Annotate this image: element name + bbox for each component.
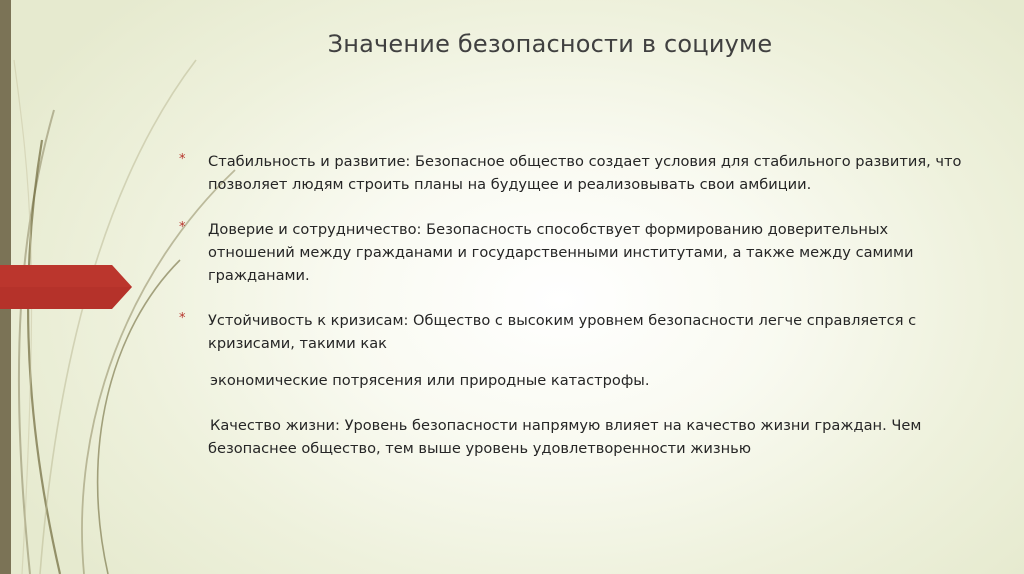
bullet-item [176, 218, 976, 287]
slide-content [176, 150, 976, 460]
bullet-text: Доверие и сотрудничество: Безопасность способствует формированию доверительных отношений между гражданами и государственными институтами, а также между самими гражданами. [208, 221, 914, 284]
bullet-asterisk: * [179, 220, 186, 235]
slide-title: Значение безопасности в социуме [327, 30, 773, 58]
red-arrow-tab [0, 265, 132, 309]
bullet-asterisk: * [179, 311, 186, 326]
bullet-item [176, 150, 976, 196]
bullet-text: Устойчивость к кризисам: Общество с высоким уровнем безопасности легче справляется с кризисами, такими как [208, 312, 917, 352]
quality-of-life-paragraph [176, 414, 976, 460]
bullet-item [176, 309, 976, 355]
bullet-asterisk: * [179, 152, 186, 167]
paragraph-text: Качество жизни: Уровень безопасности напрямую влияет на качество жизни граждан. Чем безопаснее общество, тем выше уровень удовлетворенности жизнью [208, 417, 922, 457]
bullet-continuation: экономические потрясения или природные катастрофы. [210, 372, 650, 389]
bullet-text: Стабильность и развитие: Безопасное общество создает условия для стабильного развития, что позволяет людям строить планы на будущее и реализовывать свои амбиции. [208, 153, 962, 193]
